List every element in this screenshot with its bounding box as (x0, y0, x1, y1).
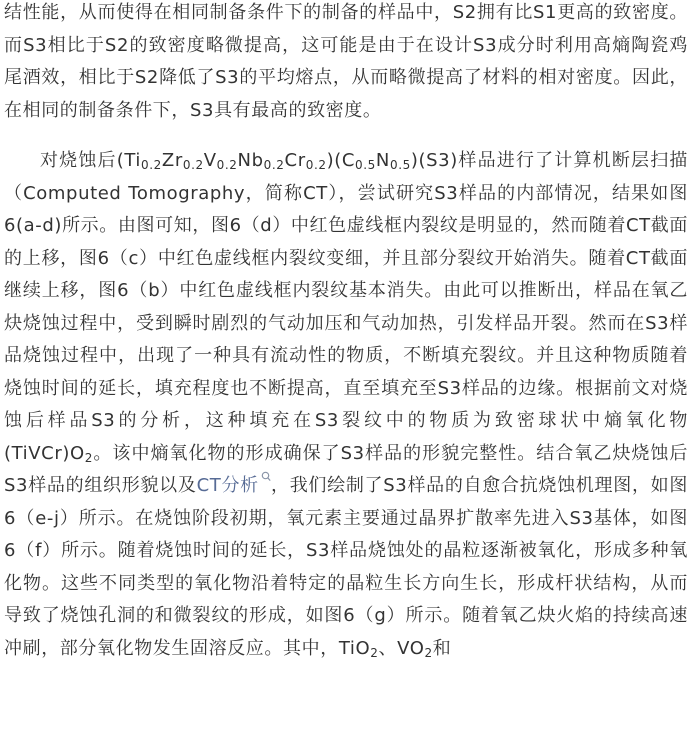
formula-c-sub: 0.5 (355, 158, 376, 172)
formula-close: ) (410, 150, 419, 171)
text-segment: 。该中熵氧化物的形成确保了S3样品的形貌完整性。结合氧乙炔烧蚀后S3样品的组织形貌以及 (4, 442, 688, 496)
formula-n-sub: 0.5 (389, 158, 411, 172)
separator: 、 (378, 637, 398, 659)
formula-cr: Cr (284, 150, 306, 171)
text-segment: (S3)样品进行了计算机断层扫描（Computed Tomography，简称CT），尝试研究S3样品的内部情况，结果如图6(a-d)所示。由图可知，图6（d）中红色虚线框内裂纹是明显的，然而随着CT截面的上移，图6（c）中红色虚线框内裂纹变细，并且部分裂纹开始消失。随着CT截面继续上移，图6（b）中红色虚线框内裂纹基本消失。由此可以推断出，样品在氧乙炔烧蚀过程中，受到瞬时剧烈的气动加压和气动加热，引发样品开裂。然而在S3样品烧蚀过程中，出现了一种具有流动性的物质，不断填充裂纹。并且这种物质随着烧蚀时间的延长，填充程度也不断提高，直至填充至S3样品的边缘。根据前文对烧蚀后样品S3的分析，这种填充在S3裂纹中的物质为致密球状中熵氧化物(TiVCr)O (4, 150, 688, 464)
formula-c: C (341, 150, 356, 171)
formula-ti-sub: 0.2 (141, 158, 162, 172)
text-segment: 和 (432, 637, 452, 659)
formula-zr-sub: 0.2 (182, 158, 204, 172)
formula-n: N (375, 150, 390, 171)
text-segment: ，我们绘制了S3样品的自愈合抗烧蚀机理图，如图6（e-j）所示。在烧蚀阶段初期，氧元素主要通过晶界扩散率先进入S3基体，如图6（f）所示。随着烧蚀时间的延长，S3样品烧蚀处的晶粒逐渐被氧化，形成多种氧化物。这些不同类型的氧化物沿着特定的晶粒生长方向生长，形成杆状结构，从而导致了烧蚀孔洞的和微裂纹的形成，如图6（g）所示。随着氧乙炔火焰的持续高速冲刷，部分氧化物发生固溶反应。其中， (4, 475, 688, 659)
text-segment: 对烧蚀后( (40, 150, 125, 171)
paragraph-density: 结性能，从而使得在相同制备条件下的制备的样品中，S2拥有比S1更高的致密度。而S3相比于S2的致密度略微提高，这可能是由于在设计S3成分时利用高熵陶瓷鸡尾酒效，相比于S2降低了S3的平均熔点，从而略微提高了材料的相对密度。因此，在相同的制备条件下，S3具有最高的致密度。 (4, 2, 688, 121)
ct-analysis-link-text: CT分析 (196, 475, 259, 496)
oxide-vo-sub: 2 (424, 645, 433, 660)
search-icon (261, 471, 271, 483)
formula-cr-sub: 0.2 (305, 158, 327, 172)
formula-nb-sub: 0.2 (263, 158, 285, 172)
formula-v-sub: 0.2 (216, 158, 238, 172)
paragraph-ct-analysis (4, 145, 688, 665)
formula-ti: Ti (124, 150, 142, 171)
oxide-tio: TiO (338, 637, 371, 659)
ct-analysis-link[interactable] (197, 475, 271, 496)
formula-mid: )( (326, 150, 342, 171)
formula-v: V (203, 150, 217, 171)
formula-zr: Zr (161, 150, 183, 171)
oxide-tio-sub: 2 (370, 645, 379, 660)
oxide-vo: VO (397, 637, 425, 659)
oxide-sub: 2 (84, 450, 93, 465)
formula-nb: Nb (237, 150, 264, 171)
